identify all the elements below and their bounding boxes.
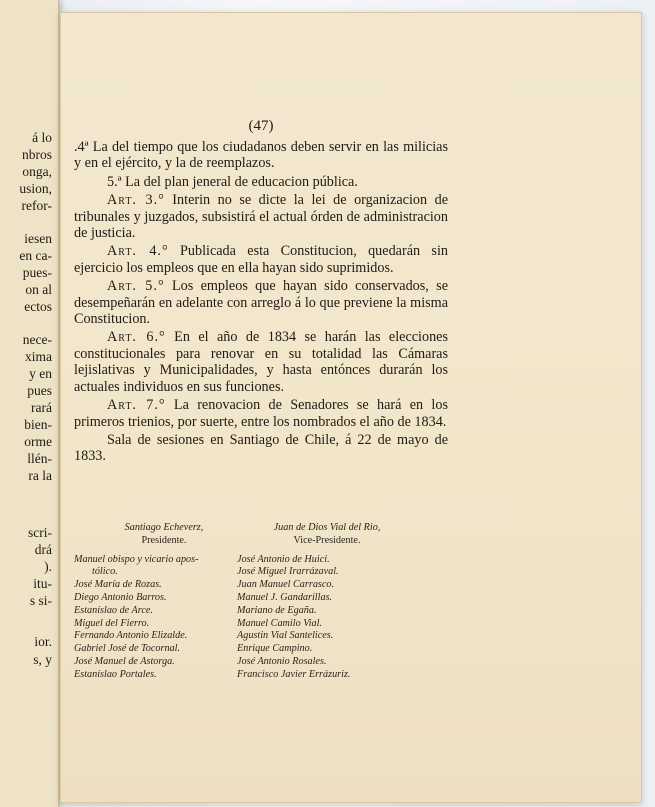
closing-line	[74, 432, 448, 465]
signature-name: Gabriel José de Tocornal.	[74, 643, 181, 655]
left-page	[0, 0, 59, 807]
left-page-line: xima	[25, 349, 52, 364]
signature-name: José María de Rozas.	[74, 579, 162, 591]
left-page-line: orme	[24, 434, 52, 449]
paragraph-text: Sala de sesiones en Santiago de Chile, á 22 de mayo de 1833.	[74, 431, 448, 465]
president-name: Santiago Echeverz,	[124, 522, 204, 533]
signatures-right-column	[237, 522, 417, 682]
signature-name: Juan Manuel Carrasco.	[237, 579, 335, 591]
signature-name: Francisco Javier Errázuriz.	[237, 668, 351, 680]
signature-name: Manuel Camilo Vial.	[237, 617, 322, 629]
signature-name: José Antonio de Huici.	[237, 553, 330, 565]
article-7	[74, 397, 448, 430]
signature-name: Manuel obispo y vicario apos-	[74, 553, 199, 565]
article-label: Art. 3.°	[107, 192, 165, 209]
left-page-line: ).	[44, 559, 52, 574]
vice-president-name: Juan de Dios Vial del Rio,	[273, 522, 381, 533]
article-label: Art. 4.°	[107, 243, 169, 260]
article-5	[74, 278, 448, 327]
signature-name: Mariano de Egaña.	[237, 604, 317, 616]
signature-name: Miguel del Fierro.	[74, 617, 150, 629]
article-label: Art. 5.°	[107, 278, 165, 295]
left-page-line: drá	[34, 542, 52, 557]
left-page-line: bien-	[24, 417, 52, 432]
article-label: Art. 6.°	[107, 329, 166, 346]
left-page-line: usion,	[19, 181, 52, 196]
left-page-line: iesen	[24, 231, 52, 246]
left-page-line: y en	[29, 366, 52, 381]
paragraph-text: .4ª La del tiempo que los ciudadanos deben servir en las milicias y en el ejército, y la de reemplazos.	[74, 139, 448, 172]
left-page-line: nbros	[22, 147, 52, 162]
left-page-line: llén-	[27, 451, 52, 466]
signature-name: Estanislao Portales.	[74, 668, 157, 680]
paragraph-text: La renovacion de Senadores se hará en los primeros trienios, por suerte, entre los nombrados el año de 1834.	[74, 397, 448, 430]
signature-name: Estanislao de Arce.	[74, 604, 153, 616]
article-label: Art. 7.°	[107, 397, 166, 414]
paragraph-text: 5.ª La del plan jeneral de educacion pública.	[107, 173, 358, 190]
left-page-line: ior.	[34, 634, 52, 649]
left-page-line: á lo	[32, 130, 52, 145]
page-content	[74, 118, 448, 467]
paragraph-4	[74, 139, 448, 172]
left-page-line: s, y	[33, 652, 52, 667]
signature-name: Diego Antonio Barros.	[74, 591, 167, 603]
article-3	[74, 192, 448, 241]
paragraph-text: Los empleos que hayan sido conservados, se desempeñarán en adelante con arreglo á lo que previene la misma Constitucion.	[74, 278, 448, 328]
left-page-line: onga,	[22, 164, 52, 179]
paragraph-text: En el año de 1834 se harán las elecciones constitucionales para renovar en su totalidad las Cámaras lejislativas y Municipalidades, y hasta entónces durarán los actuales individuos en sus funciones.	[74, 329, 448, 395]
signature-name: Fernando Antonio Elizalde.	[74, 630, 188, 642]
left-page-line: en ca-	[19, 248, 52, 263]
left-page-line: s si-	[29, 593, 52, 608]
left-page-line: pues	[27, 383, 52, 398]
paragraph-text: Interin no se dicte la lei de organizacion de tribunales y juzgados, subsistirá el actual órden de administracion de justicia.	[74, 192, 448, 242]
left-page-line: refor-	[21, 198, 52, 213]
signature-name: tólico.	[92, 566, 118, 578]
article-6	[74, 329, 448, 395]
signature-name: José Manuel de Astorga.	[74, 655, 175, 667]
left-page-line: itu-	[33, 576, 52, 591]
left-page-line: on al	[25, 282, 52, 297]
president-title: Presidente.	[141, 534, 187, 546]
left-page-line: rará	[31, 400, 52, 415]
left-page-line: nece-	[22, 332, 52, 347]
signature-name: Manuel J. Gandarillas.	[237, 591, 333, 603]
left-page-line: ra la	[28, 468, 52, 483]
page-number: (47)	[248, 118, 274, 134]
vice-president-title: Vice-Presidente.	[293, 534, 361, 546]
paragraph-text: Publicada esta Constitucion, quedarán sin ejercicio los empleos que en ella hayan sido suprimidos.	[74, 243, 448, 276]
left-page-line: ectos	[24, 299, 52, 314]
article-4	[74, 243, 448, 276]
signatures-left-column	[74, 522, 254, 682]
left-page-line: pues-	[22, 265, 52, 280]
signature-name: Enrique Campino.	[237, 643, 313, 655]
signature-name: Agustin Vial Santelices.	[237, 630, 334, 642]
paragraph-5	[74, 174, 448, 190]
left-page-line: scri-	[28, 525, 52, 540]
signature-name: José Antonio Rosales.	[237, 655, 327, 667]
signature-name: José Miguel Irarrázaval.	[237, 566, 339, 578]
